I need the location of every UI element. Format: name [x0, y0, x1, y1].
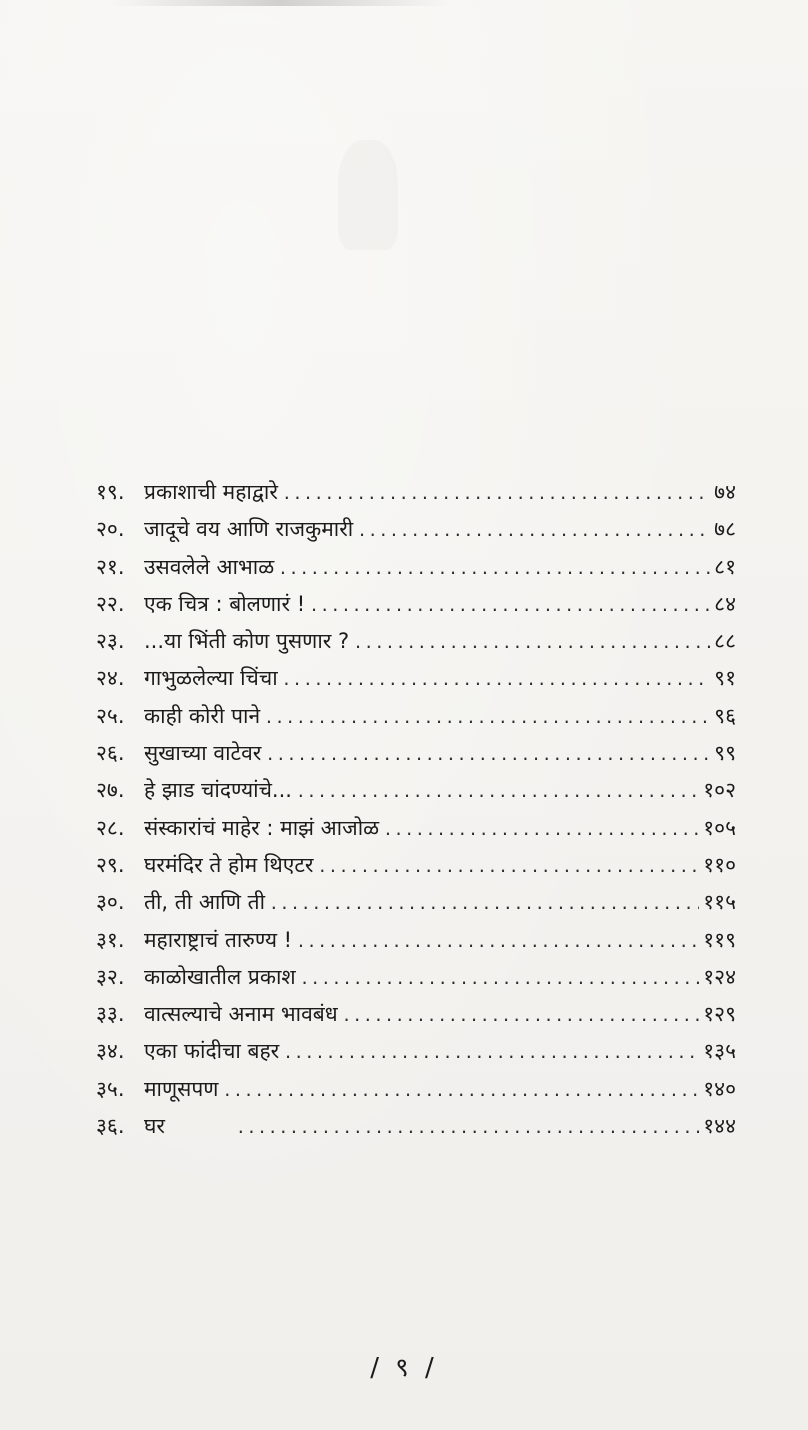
toc-entry — [96, 478, 736, 515]
toc-entry — [96, 888, 736, 925]
dot-leader — [283, 1043, 699, 1062]
dot-leader — [300, 969, 700, 988]
dot-leader — [278, 559, 710, 578]
toc-entry-title: काळोखातील प्रकाश — [144, 964, 296, 989]
dot-leader — [282, 670, 710, 689]
dot-leader — [357, 521, 710, 540]
toc-entry — [96, 1112, 736, 1149]
toc-entry-page: १०५ — [703, 815, 736, 840]
page-top-edge-shadow — [110, 0, 450, 6]
toc-entry — [96, 963, 736, 1000]
toc-entry-title: माणूसपण — [144, 1076, 219, 1101]
dot-leader — [318, 857, 700, 876]
toc-entry — [96, 814, 736, 851]
toc-entry-title: ती, ती आणि ती — [144, 890, 266, 915]
toc-entry-number: ३६. — [96, 1114, 125, 1139]
toc-entry-number: ३०. — [96, 890, 125, 915]
toc-entry-title: जादूचे वय आणि राजकुमारी — [144, 517, 354, 542]
toc-entry-number: २०. — [96, 517, 125, 542]
toc-entry — [96, 664, 736, 701]
toc-entry-page: ७४ — [714, 480, 736, 504]
toc-entry-number: १९. — [96, 480, 125, 504]
dot-leader — [309, 596, 710, 615]
toc-entry-number: २४. — [96, 666, 125, 691]
dot-leader — [296, 782, 699, 801]
toc-entry — [96, 851, 736, 888]
dot-leader — [265, 745, 710, 764]
toc-entry-page: १४४ — [703, 1114, 736, 1139]
toc-entry-title: महाराष्ट्राचं तारुण्य ! — [144, 927, 293, 952]
toc-entry-number: २३. — [96, 629, 125, 654]
toc-entry-title: सुखाच्या वाटेवर — [144, 741, 262, 766]
toc-entry-page: ८४ — [714, 591, 736, 616]
toc-entry-title: एका फांदीचा बहर — [144, 1039, 280, 1064]
dot-leader — [296, 932, 699, 951]
dot-leader — [269, 894, 699, 913]
toc-entry-number: २७. — [96, 778, 125, 803]
toc-entry-number: ३४. — [96, 1039, 125, 1064]
toc-entry-page: १४० — [703, 1076, 736, 1101]
dot-leader — [264, 708, 710, 727]
toc-entry-title: हे झाड चांदण्यांचे... — [144, 778, 292, 803]
toc-entry-number: ३२. — [96, 964, 125, 989]
toc-entry-page: ११० — [703, 852, 736, 877]
toc-entry-number: २६. — [96, 741, 125, 766]
toc-entry-title: उसवलेले आभाळ — [144, 554, 275, 579]
toc-entry-number: २८. — [96, 815, 125, 840]
toc-entry-title: संस्कारांचं माहेर : माझं आजोळ — [144, 815, 380, 840]
toc-entry-page: १०२ — [703, 778, 736, 803]
dot-leader — [353, 633, 710, 652]
toc-entry-page: ९६ — [714, 703, 736, 728]
toc-entry — [96, 926, 736, 963]
toc-entry-title: काही कोरी पाने — [144, 703, 261, 728]
toc-entry — [96, 515, 736, 552]
toc-entry-page: ८१ — [714, 554, 736, 579]
toc-entry-page: ११५ — [703, 890, 736, 915]
toc-entry-title: घरमंदिर ते होम थिएटर — [144, 852, 314, 877]
dot-leader — [342, 1006, 700, 1025]
toc-entry-page: १३५ — [703, 1039, 736, 1064]
toc-entry-title: प्रकाशाची महाद्वारे — [144, 480, 278, 504]
toc-entry-page: १२४ — [703, 964, 736, 989]
toc-entry-page: ७८ — [714, 517, 736, 542]
toc-entry-page: ८८ — [714, 629, 736, 654]
toc-entry-number: ३५. — [96, 1076, 125, 1101]
dot-leader — [236, 1118, 699, 1137]
toc-entry — [96, 1037, 736, 1074]
toc-entry — [96, 1075, 736, 1112]
toc-entry-number: २५. — [96, 703, 125, 728]
toc-entry-page: १२९ — [703, 1002, 736, 1027]
toc-entry-number: ३१. — [96, 927, 125, 952]
show-through-emblem — [338, 140, 398, 250]
toc-entry — [96, 776, 736, 813]
toc-entry-page: ११९ — [703, 927, 736, 952]
toc-entry-page: ९९ — [714, 741, 736, 766]
toc-entry — [96, 739, 736, 776]
dot-leader — [383, 820, 699, 839]
toc-entry-title: घर — [144, 1114, 165, 1139]
toc-entry-title: एक चित्र : बोलणारं ! — [144, 591, 306, 616]
toc-entry — [96, 553, 736, 590]
dot-leader — [282, 484, 710, 503]
toc-entry — [96, 627, 736, 664]
page-number-footer: / ९ / — [370, 1353, 438, 1383]
dot-leader — [223, 1081, 700, 1100]
toc-entry-number: २२. — [96, 591, 125, 616]
toc-entry-title: गाभुळलेल्या चिंचा — [144, 666, 278, 691]
table-of-contents — [96, 478, 736, 1149]
toc-entry-page: ९१ — [714, 666, 736, 691]
toc-entry-number: २१. — [96, 554, 125, 579]
toc-entry-title: ...या भिंती कोण पुसणार ? — [144, 629, 350, 654]
toc-entry-number: ३३. — [96, 1002, 125, 1027]
toc-entry — [96, 702, 736, 739]
toc-entry — [96, 590, 736, 627]
toc-entry-title: वात्सल्याचे अनाम भावबंध — [144, 1002, 338, 1027]
toc-entry — [96, 1000, 736, 1037]
toc-entry-number: २९. — [96, 852, 125, 877]
